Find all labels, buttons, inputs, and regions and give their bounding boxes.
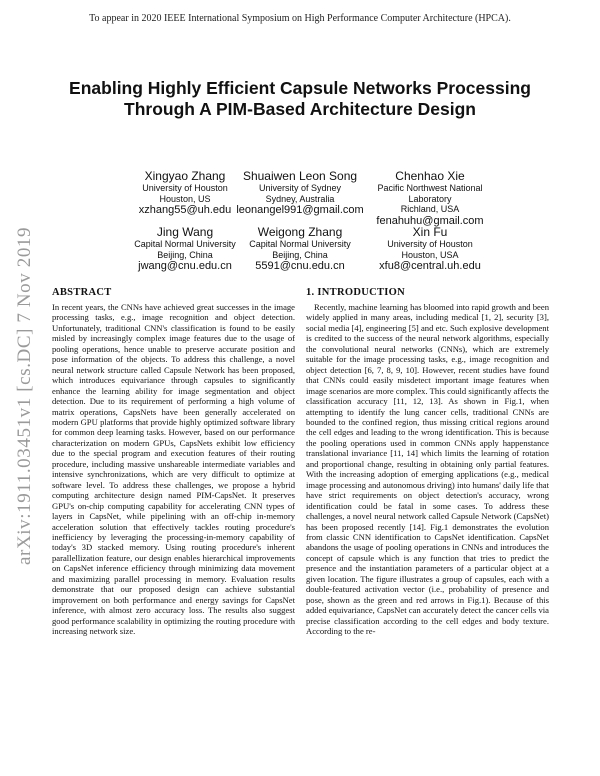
abstract-heading: ABSTRACT bbox=[52, 287, 112, 298]
author-affiliation-line: Richland, USA bbox=[400, 204, 460, 214]
author-email: 5591@cnu.edu.cn bbox=[255, 260, 345, 272]
author-email: xzhang55@uh.edu bbox=[138, 204, 232, 216]
author-name: Xingyao Zhang bbox=[144, 169, 226, 183]
author-affiliation-line: Houston, US bbox=[159, 193, 211, 204]
author-email: xfu8@central.uh.edu bbox=[379, 260, 481, 272]
author-affiliation-line: University of Sydney bbox=[258, 183, 342, 193]
author-name: Chenhao Xie bbox=[395, 169, 465, 183]
author-email: fenahuhu@gmail.com bbox=[376, 214, 484, 227]
abstract-text: In recent years, the CNNs have achieved great successes in the image processing tasks, e.g., image recognition and object detection. Unfortunately, traditional CNN's classification is found to be easily misled by increasingly complex image features due to the usage of pooling operations, hence unable to preserve accurate position and pose information of the objects. To address this challenge, a novel neural network structure called Capsule Network has been proposed, which introduces equivariance through capsules to significantly enhance the learning ability for image segmentation and object detection. Due to its requirement of performing a high volume of matrix operations, CapsNets have been generally accelerated on modern GPU platforms that provide highly optimized software library for common deep learning tasks. However, based on our performance characterization on modern GPUs, CapsNets exhibit low efficiency due to the special program and execution features of their routing procedure, including massive unshareable intermediate variables and intensive synchronizations, which are very difficult to optimize at software level. To address these challenges, we propose a hybrid computing architecture design named PIM-CapsNet. It preserves GPU's on-chip computing capability for accelerating CNN types of layers in CapsNet, while pipelining with an off-chip in-memory acceleration solution that effectively tackles routing procedure's inefficiency by leveraging the processing-in-memory capability of today's 3D stacked memory. Using routing procedure's inherent parallellization feature, our design enables hierarchical improvements on CapsNet inference efficiency through minimizing data movement and maximizing parallel processing in memory. Evaluation results demonstrate that our proposed design can achieve substantial improvement on both performance and energy savings for CapsNet inference, with almost zero accuracy loss. The results also suggest good performance scalability in optimizing the routing procedure with increasing network size. bbox=[52, 302, 295, 637]
author-affiliation-line: University of Houston bbox=[387, 239, 473, 249]
introduction-heading: 1. INTRODUCTION bbox=[306, 287, 406, 298]
author-affiliation-line: Pacific Northwest National bbox=[377, 183, 483, 193]
author-affiliation-line: Capital Normal University bbox=[249, 239, 351, 249]
author-affiliation-line: Sydney, Australia bbox=[265, 193, 335, 204]
author-name: Shuaiwen Leon Song bbox=[242, 169, 358, 183]
arxiv-stamp: arXiv:1911.03451v1 [cs.DC] 7 Nov 2019 bbox=[14, 226, 35, 565]
author-name: Jing Wang bbox=[156, 225, 214, 239]
author-email: leonangel991@gmail.com bbox=[236, 204, 364, 216]
introduction-text: Recently, machine learning has bloomed into rapid growth and been widely applied in many areas, including medical [1, 2], security [3], social media [4], engineering [5] and etc. Such explosive development is credited to the success of the neural network algorithms, especially the convolutional neural networks (CNNs), which are extremely suitable for the image processing tasks, e.g., image recognition and object detection [6, 7, 8, 9, 10]. However, recent studies have found that CNNs could easily misdetect important image features when image scenarios are more complex. This could significantly affects the classification accuracy [11, 12, 13]. As shown in Fig.1, when attempting to identify the lung cancer cells, traditional CNNs are bounded to the confined region, thus missing critical regions around the cell edges and leading to the wrong identification. This is because the pooling operations used in common CNNs apply happenstance translational invariance [11, 14] which limits the learning of rotation and proportional change, resulting in obtaining only partial features. With the increasing adoption of emerging applications (e.g., medical image processing and autonomous driving) into humans' daily life that have strict requirements on object detection's accuracy, wrong identification could be fatal in some cases. To address these challenges, a novel neural network called Capsule Network (CapsNet) has been proposed recently [14]. Fig.1 demonstrates the evolution from classic CNN identification to CapsNet identification. CapsNet abandons the usage of pooling operations in CNNs and introduces the concept of capsule which is any function that tries to predict the presence and the instantiation parameters of a particular object at a given location. The figure illustrates a group of capsules, each with a double-featured activation vector (i.e., probability of presence and pose, shown as the green and red arrows in Fig.1). Because of this added equivariance, CapsNet can accurately detect the cancer cells via precise classification according to the cell edges and body texture. According to the re- bbox=[306, 302, 549, 637]
author-card bbox=[345, 170, 515, 227]
author-affiliation-line: Beijing, China bbox=[157, 249, 213, 260]
author-affiliation-line: University of Houston bbox=[142, 183, 228, 193]
venue-line: To appear in 2020 IEEE International Symposium on High Performance Computer Architecture (HPCA). bbox=[89, 13, 511, 24]
author-name: Weigong Zhang bbox=[257, 225, 343, 239]
author-name: Xin Fu bbox=[412, 225, 448, 239]
introduction-section bbox=[306, 287, 549, 637]
author-affiliation-line: Houston, USA bbox=[401, 249, 459, 260]
author-affiliation-line: Beijing, China bbox=[272, 249, 328, 260]
author-card bbox=[345, 226, 515, 272]
author-affiliation-line: Laboratory bbox=[408, 193, 452, 204]
author-affiliation-line: Capital Normal University bbox=[134, 239, 236, 249]
abstract-section bbox=[52, 287, 295, 637]
paper-title: Enabling Highly Efficient Capsule Networks Processing Through A PIM-Based Architecture Design bbox=[69, 78, 531, 119]
author-email: jwang@cnu.edu.cn bbox=[138, 260, 232, 272]
